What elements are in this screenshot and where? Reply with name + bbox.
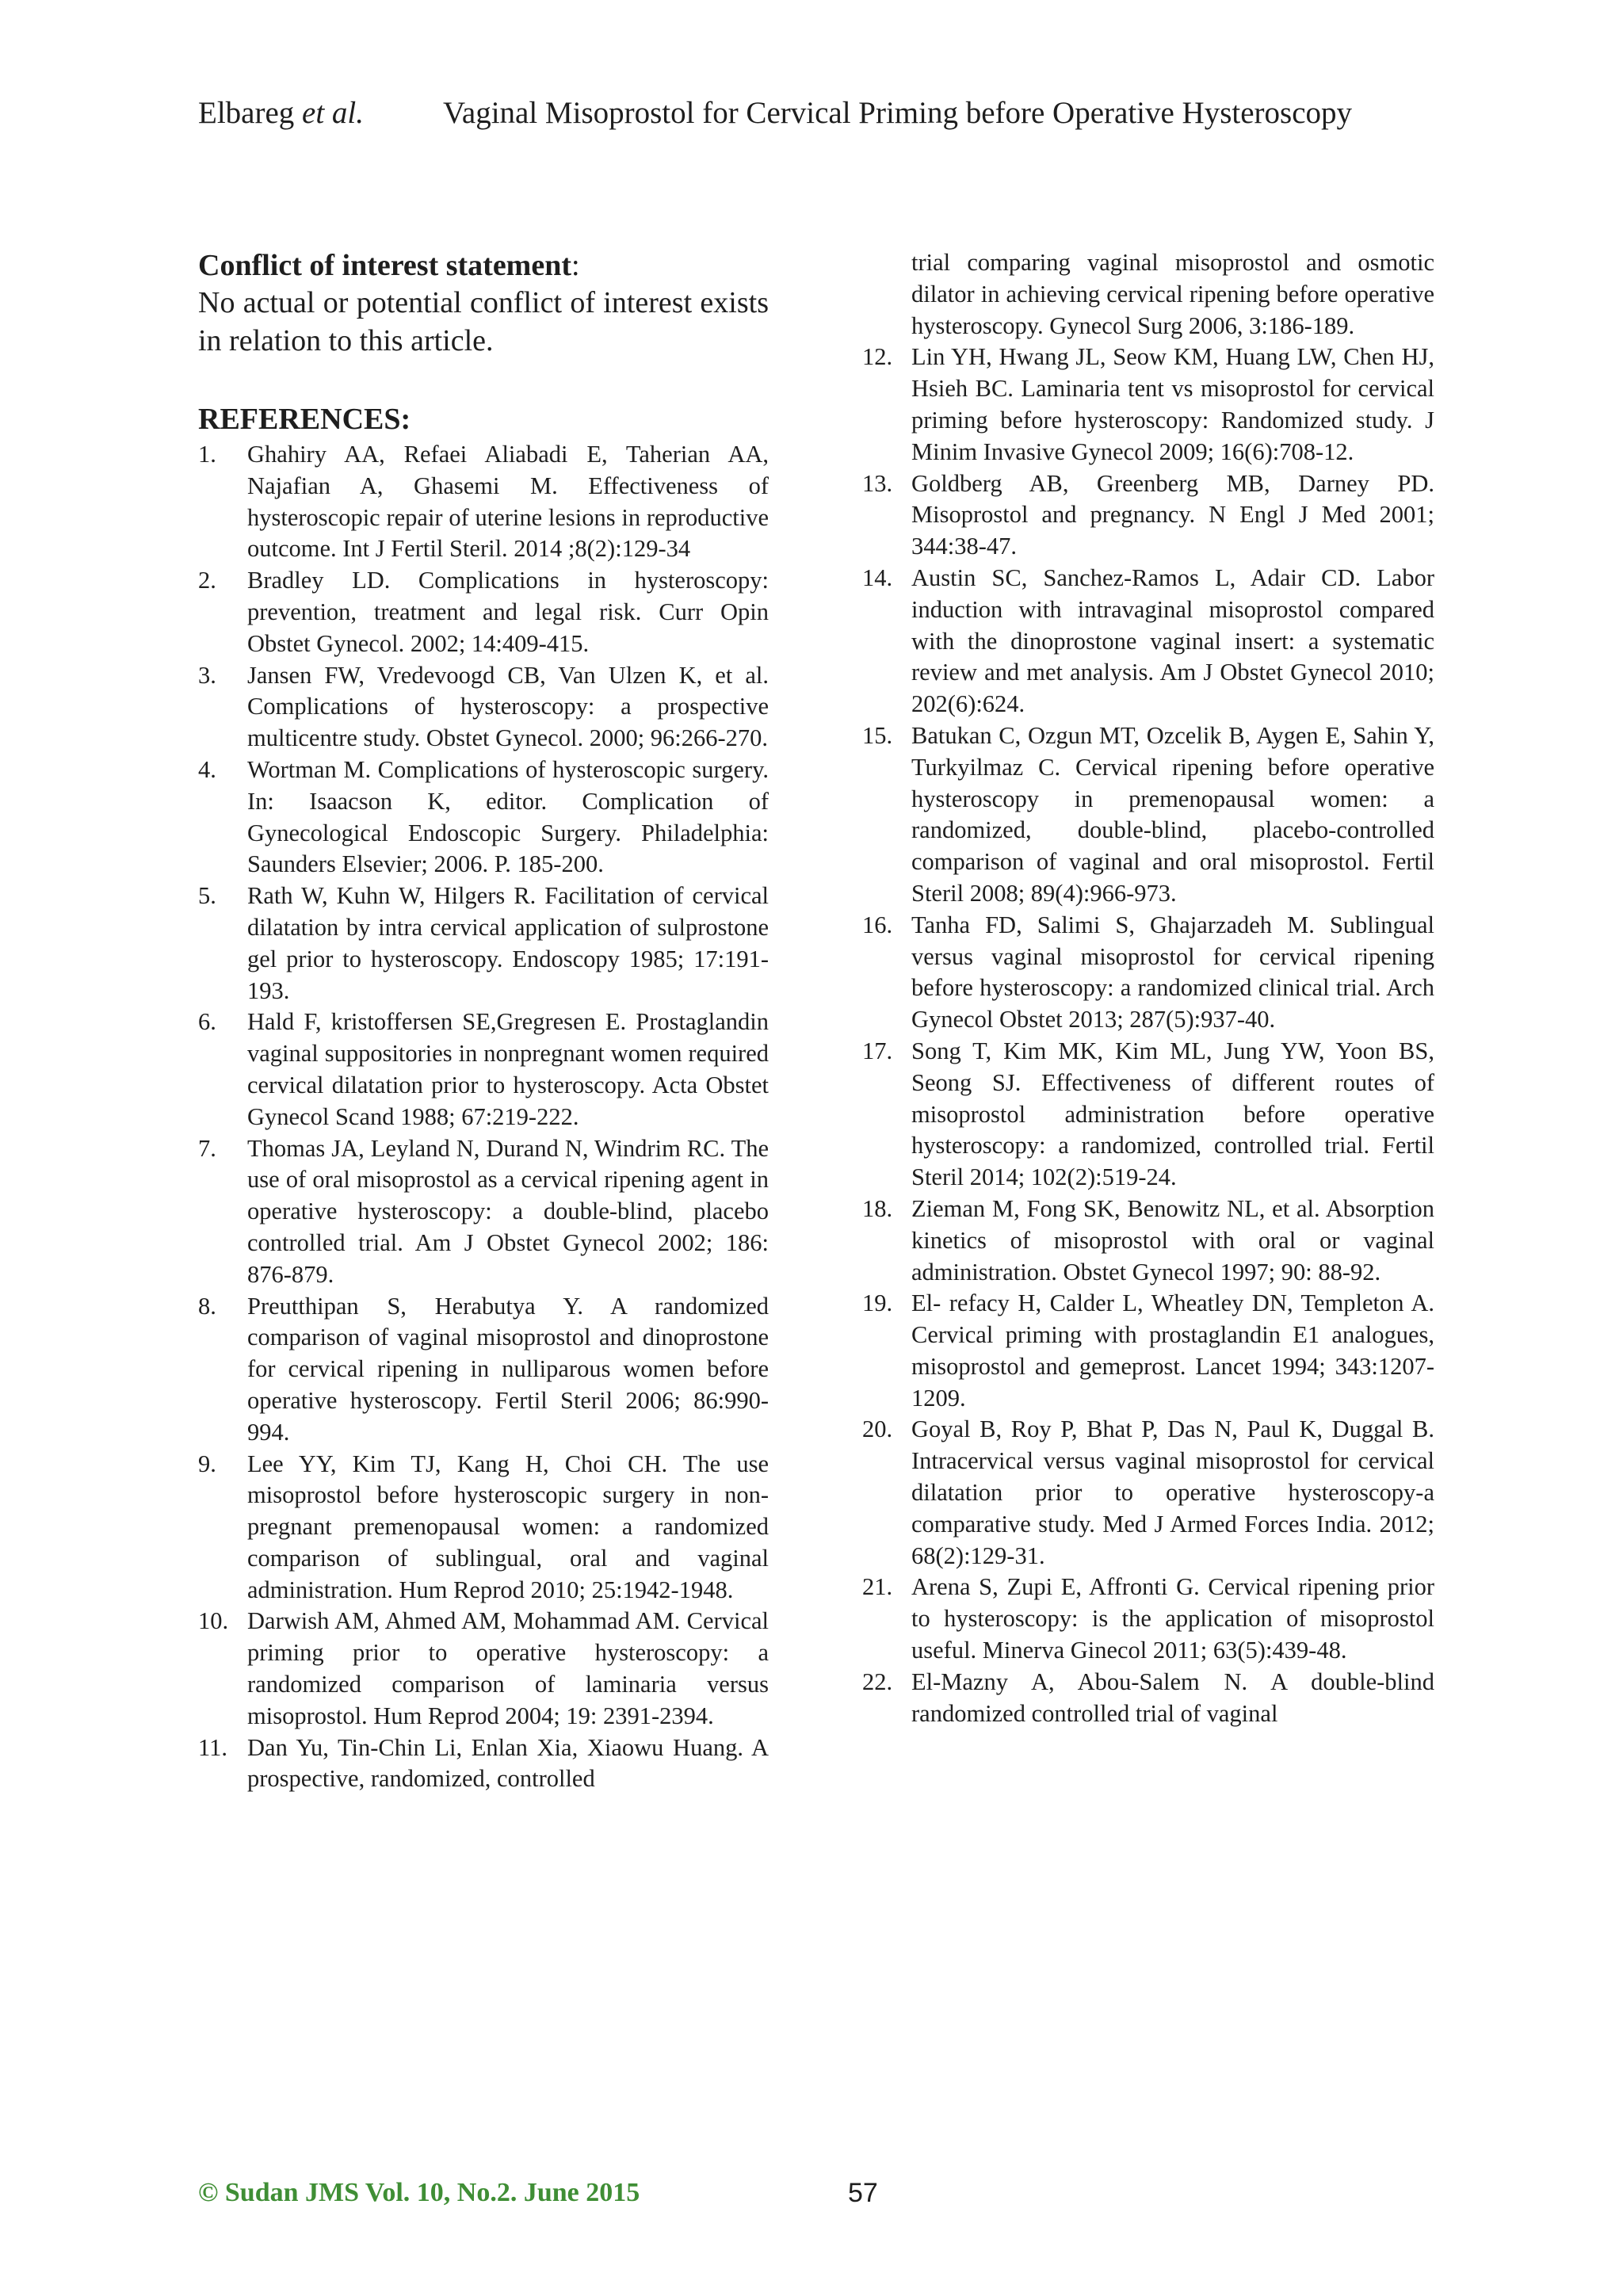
reference-number: 11. [198,1733,227,1761]
reference-number: 5. [198,882,216,910]
reference-item [862,342,1434,468]
reference-number: 12. [862,343,893,371]
reference-text: Arena S, Zupi E, Affronti G. Cervical ripening prior to hysteroscopy: is the application of misoprostol useful. Minerva Ginecol 2011; 63(5):439-48. [911,1573,1434,1664]
reference-text: Zieman M, Fong SK, Benowitz NL, et al. Absorption kinetics of misoprostol with oral or vaginal administration. Obstet Gynecol 1997; 90: 88-92. [911,1194,1434,1286]
reference-item [862,1194,1434,1288]
references-heading: REFERENCES: [198,403,411,436]
reference-text: El-Mazny A, Abou-Salem N. A double-blind randomized controlled trial of vaginal [911,1668,1434,1727]
footer-journal: © Sudan JMS Vol. 10, No.2. June 2015 [198,2178,640,2207]
left-column [198,247,769,1795]
reference-item [862,720,1434,910]
reference-text: Darwish AM, Ahmed AM, Mohammad AM. Cervical priming prior to operative hysteroscopy: a randomized comparison of laminaria versus misoprostol. Hum Reprod 2004; 19: 2391-2394. [247,1607,769,1729]
reference-list-left [198,439,769,1795]
reference-text: Hald F, kristoffersen SE,Gregresen E. Prostaglandin vaginal suppositories in nonpregnant women required cervical dilatation prior to hysteroscopy. Acta Obstet Gynecol Scand 1988; 67:219-222. [247,1008,769,1130]
reference-text: Ghahiry AA, Refaei Aliabadi E, Taherian AA, Najafian A, Ghasemi M. Effectiveness of hysteroscopic repair of uterine lesions in reproductive outcome. Int J Fertil Steril. 2014 ;8(2):129-34 [247,441,769,563]
reference-number: 19. [862,1289,893,1317]
reference-text: Bradley LD. Complications in hysteroscopy: prevention, treatment and legal risk. Curr Opin Obstet Gynecol. 2002; 14:409-415. [247,567,769,657]
conflict-heading-colon: : [571,249,580,282]
reference-number: 18. [862,1194,893,1222]
reference-item [198,1133,769,1291]
reference-item [198,1007,769,1133]
reference-number: 15. [862,721,893,749]
conflict-heading-text: Conflict of interest statement [198,249,571,282]
reference-item [862,1036,1434,1194]
reference-number: 14. [862,563,893,591]
reference-number: 10. [198,1607,229,1635]
reference-item [862,1572,1434,1666]
reference-number: 7. [198,1134,216,1162]
reference-number: 21. [862,1573,893,1601]
page-number: 57 [848,2178,878,2208]
reference-number: 17. [862,1037,893,1064]
reference-text: Goldberg AB, Greenberg MB, Darney PD. Misoprostol and pregnancy. N Engl J Med 2001; 344:38-47. [911,469,1434,560]
header-et-al: et al. [302,96,364,130]
reference-item [198,1291,769,1449]
reference-item [862,910,1434,1036]
reference-number: 20. [862,1415,893,1443]
reference-item [198,565,769,659]
reference-list-right [862,247,1434,1729]
reference-text: Jansen FW, Vredevoogd CB, Van Ulzen K, et al. Complications of hysteroscopy: a prospective multicentre study. Obstet Gynecol. 2000; 96:266-270. [247,661,769,752]
reference-item [198,1449,769,1606]
reference-item [862,468,1434,563]
reference-text: El- refacy H, Calder L, Wheatley DN, Templeton A. Cervical priming with prostaglandin E1 analogues, misoprostol and gemeprost. Lancet 1994; 343:1207-1209. [911,1289,1434,1412]
reference-text: Tanha FD, Salimi S, Ghajarzadeh M. Sublingual versus vaginal misoprostol for cervical ripening before hysteroscopy: a randomized clinical trial. Arch Gynecol Obstet 2013; 287(5):937-40. [911,911,1434,1033]
reference-text: Song T, Kim MK, Kim ML, Jung YW, Yoon BS, Seong SJ. Effectiveness of different routes of misoprostol administration before operative hysteroscopy: a randomized, controlled trial. Fertil Steril 2014; 102(2):519-24. [911,1037,1434,1191]
reference-text: Dan Yu, Tin-Chin Li, Enlan Xia, Xiaowu Huang. A prospective, randomized, controlled [247,1733,769,1793]
running-header [198,95,1409,131]
reference-text: Batukan C, Ozgun MT, Ozcelik B, Aygen E, Sahin Y, Turkyilmaz C. Cervical ripening before operative hysteroscopy in premenopausal women: a randomized, double-blind, placebo-controlled comparison of vaginal and oral misoprostol. Fertil Steril 2008; 89(4):966-973. [911,721,1434,907]
reference-text: Preutthipan S, Herabutya Y. A randomized comparison of vaginal misoprostol and dinoprostone for cervical ripening in nulliparous women before operative hysteroscopy. Fertil Steril 2006; 86:990-994. [247,1292,769,1446]
reference-number: 4. [198,755,216,783]
reference-number: 22. [862,1668,893,1695]
reference-number: 1. [198,441,216,468]
reference-number: 9. [198,1450,216,1477]
reference-item-11-continued: trial comparing vaginal misoprostol and osmotic dilator in achieving cervical ripening before operative hysteroscopy. Gynecol Surg 2006, 3:186-189. [911,249,1434,339]
reference-text: Wortman M. Complications of hysteroscopic surgery. In: Isaacson K, editor. Complication of Gynecological Endoscopic Surgery. Philadelphia: Saunders Elsevier; 2006. P. 185-200. [247,755,769,878]
header-authors [198,95,436,131]
reference-item [198,881,769,1007]
reference-text: Rath W, Kuhn W, Hilgers R. Facilitation of cervical dilatation by intra cervical application of sulprostone gel prior to hysteroscopy. Endoscopy 1985; 17:191-193. [247,882,769,1004]
reference-number: 16. [862,911,893,938]
reference-number: 2. [198,567,216,594]
reference-item [862,563,1434,720]
reference-number: 6. [198,1008,216,1036]
right-column [862,247,1434,1729]
reference-item [862,1667,1434,1730]
reference-text: Lin YH, Hwang JL, Seow KM, Huang LW, Chen HJ, Hsieh BC. Laminaria tent vs misoprostol for cervical priming before hysteroscopy: Randomized study. J Minim Invasive Gynecol 2009; 16(6):708-12. [911,343,1434,465]
reference-item [198,755,769,881]
header-author-name: Elbareg [198,96,303,130]
conflict-statement: No actual or potential conflict of interest exists in relation to this article. [198,286,769,357]
reference-item [198,439,769,565]
header-running-title: Vaginal Misoprostol for Cervical Priming before Operative Hysteroscopy [443,96,1353,130]
reference-text: Austin SC, Sanchez-Ramos L, Adair CD. Labor induction with intravaginal misoprostol compared with the dinoprostone vaginal insert: a systematic review and met analysis. Am J Obstet Gynecol 2010; 202(6):624. [911,563,1434,718]
reference-item [198,1733,769,1796]
reference-number: 13. [862,469,893,497]
reference-text: Lee YY, Kim TJ, Kang H, Choi CH. The use misoprostol before hysteroscopic surgery in non-pregnant premenopausal women: a randomized comparison of sublingual, oral and vaginal administration. Hum Reprod 2010; 25:1942-1948. [247,1450,769,1603]
reference-item [862,1288,1434,1414]
reference-item [198,1606,769,1732]
reference-number: 3. [198,661,216,689]
reference-text: Thomas JA, Leyland N, Durand N, Windrim RC. The use of oral misoprostol as a cervical ripening agent in operative hysteroscopy: a double-blind, placebo controlled trial. Am J Obstet Gynecol 2002; 186: 876-879. [247,1134,769,1288]
reference-text: Goyal B, Roy P, Bhat P, Das N, Paul K, Duggal B. Intracervical versus vaginal misoprostol for cervical dilatation prior to operative hysteroscopy-a comparative study. Med J Armed Forces India. 2012; 68(2):129-31. [911,1415,1434,1569]
reference-number: 8. [198,1292,216,1320]
reference-item [862,1414,1434,1572]
reference-item [198,660,769,755]
conflict-heading [198,247,769,284]
